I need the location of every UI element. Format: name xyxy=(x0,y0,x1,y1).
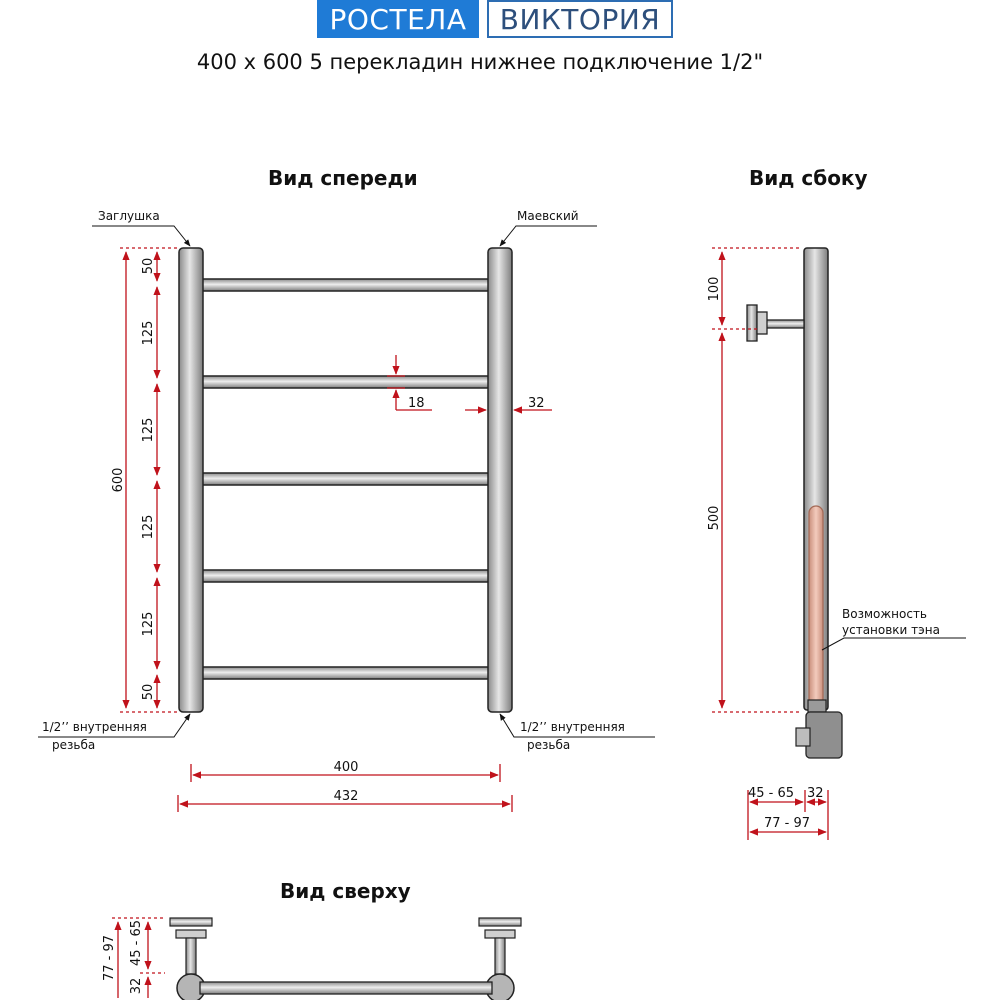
heater-label-2: установки тэна xyxy=(842,623,940,637)
heater-leader xyxy=(822,638,966,650)
top-view-title: Вид сверху xyxy=(280,879,411,903)
top-right-cup xyxy=(485,930,515,938)
brand-name: РОСТЕЛА xyxy=(329,2,467,36)
side-offset-label: 45 - 65 xyxy=(748,786,795,801)
top-left-wall-plate xyxy=(170,918,212,926)
top-left-cup xyxy=(176,930,206,938)
side-top-label: 100 xyxy=(707,276,722,302)
rung xyxy=(196,473,493,485)
front-view-title: Вид спереди xyxy=(268,166,418,190)
top-pipe-label: 32 xyxy=(129,977,144,995)
cap-leader xyxy=(92,226,190,246)
height-dimensions xyxy=(120,248,180,712)
top-left-rod xyxy=(186,938,196,974)
rung xyxy=(196,667,493,679)
top-right-rod xyxy=(495,938,505,974)
rung-diameter-label: 18 xyxy=(408,396,425,411)
left-upright xyxy=(179,248,203,712)
side-depth-label: 77 - 97 xyxy=(763,816,811,831)
front-view xyxy=(38,209,655,812)
wall-bracket-cup xyxy=(757,312,767,334)
pipe-diameter-label: 32 xyxy=(528,396,545,411)
side-view-title: Вид сбоку xyxy=(749,166,868,190)
right-upright xyxy=(488,248,512,712)
valve-label: Маевский xyxy=(517,209,579,223)
model-name: ВИКТОРИЯ xyxy=(499,2,661,36)
total-height-label: 600 xyxy=(111,467,126,493)
valve-leader xyxy=(500,226,597,246)
thread-left-label-1: 1/2’’ внутренняя xyxy=(42,720,147,734)
cap-label: Заглушка xyxy=(98,209,160,223)
bottom-connector-side xyxy=(796,728,810,746)
top-offset-label: 45 - 65 xyxy=(129,919,144,967)
side-pipe-label: 32 xyxy=(807,786,824,801)
product-subtitle: 400 x 600 5 перекладин нижнее подключение 1/2" xyxy=(196,50,764,74)
thread-left-label-2: резьба xyxy=(52,738,96,752)
heater-label-1: Возможность xyxy=(842,607,928,621)
thread-right-label-2: резьба xyxy=(527,738,571,752)
segment-label: 50 xyxy=(141,257,156,275)
bottom-connector-nut xyxy=(808,700,826,712)
rungs xyxy=(196,279,493,679)
inner-width-label: 400 xyxy=(333,760,359,775)
top-rung xyxy=(200,982,492,994)
top-depth-label: 77 - 97 xyxy=(102,934,117,982)
segment-label: 125 xyxy=(141,514,156,540)
bottom-connector-body xyxy=(806,712,842,758)
top-view xyxy=(102,918,521,1000)
segment-label: 50 xyxy=(141,683,156,701)
segment-label: 125 xyxy=(141,320,156,346)
side-main-label: 500 xyxy=(707,505,722,531)
wall-bracket-plate xyxy=(747,305,757,341)
wall-bracket-rod xyxy=(766,320,804,328)
rung xyxy=(196,279,493,291)
heater-element xyxy=(809,506,823,706)
side-view xyxy=(707,248,966,840)
rung xyxy=(196,376,493,388)
outer-width-label: 432 xyxy=(333,789,359,804)
segment-label: 125 xyxy=(141,611,156,637)
rung xyxy=(196,570,493,582)
top-right-wall-plate xyxy=(479,918,521,926)
thread-right-label-1: 1/2’’ внутренняя xyxy=(520,720,625,734)
segment-label: 125 xyxy=(141,417,156,443)
